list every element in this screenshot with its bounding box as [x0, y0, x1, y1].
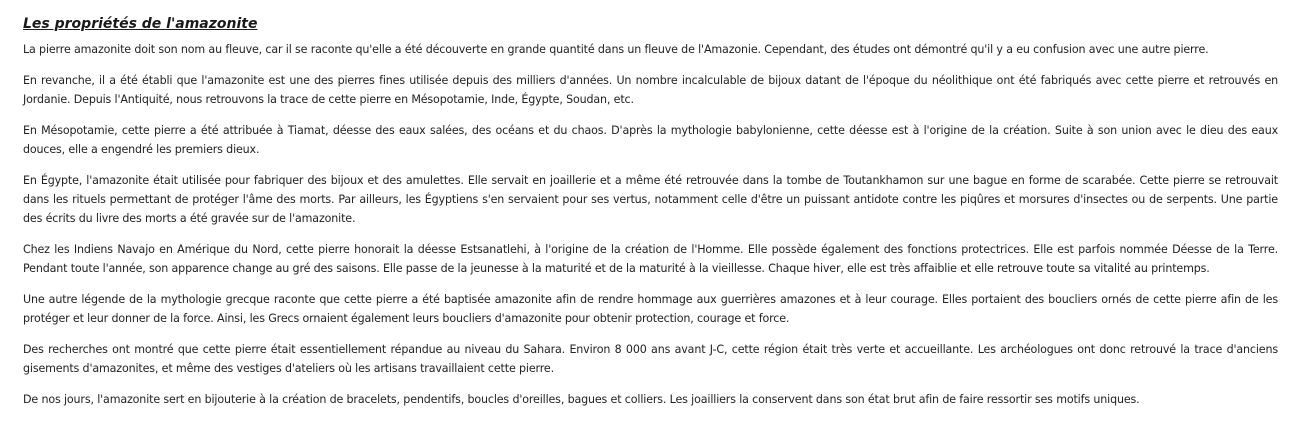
paragraph-name-origin: La pierre amazonite doit son nom au fleuve, car il se raconte qu'elle a été découverte en grande quantité dans un fleuve de l'Amazonie. Cependant, des études ont démontré qu'il y a eu confusion avec une autre pierre.: [23, 43, 1209, 56]
paragraph-greek-legend: Une autre légende de la mythologie grecque raconte que cette pierre a été baptisée amazonite afin de rendre hommage aux guerrières amazones et à leur courage. Elles portaient des boucliers ornés de cette pierre afin de les protéger et leur donner de la force. Ainsi, les Grecs ornaient également leurs boucliers d'amazonite pour obtenir protection, courage et force.: [23, 293, 1278, 325]
paragraph-mesopotamia: En Mésopotamie, cette pierre a été attribuée à Tiamat, déesse des eaux salées, des océans et du chaos. D'après la mythologie babylonienne, cette déesse est à l'origine de la création. Suite à son union avec le dieu des eaux douces, elle a engendré les premiers dieux.: [23, 124, 1278, 156]
article-title: Les propriétés de l'amazonite: [23, 16, 258, 32]
paragraph-history: En revanche, il a été établi que l'amazonite est une des pierres fines utilisée depuis des milliers d'années. Un nombre incalculable de bijoux datant de l'époque du néolithique ont été fabriqués avec cette pierre et retrouvés en Jordanie. Depuis l'Antiquité, nous retrouvons la trace de cette pierre en Mésopotamie, Inde, Égypte, Soudan, etc.: [23, 74, 1278, 106]
paragraph-egypt: En Égypte, l'amazonite était utilisée pour fabriquer des bijoux et des amulettes. Elle servait en joaillerie et a même été retrouvée dans la tombe de Toutankhamon sur une bague en forme de scarabée. Cette pierre se retrouvait dans les rituels permettant de protéger l'âme des morts. Par ailleurs, les Égyptiens s'en servaient pour ses vertus, notamment celle d'être un puissant antidote contre les piqûres et morsures d'insectes ou de serpents. Une partie des écrits du livre des morts a été gravée sur de l'amazonite.: [23, 174, 1278, 225]
paragraph-navajo: Chez les Indiens Navajo en Amérique du Nord, cette pierre honorait la déesse Estsanatlehi, à l'origine de la création de l'Homme. Elle possède également des fonctions protectrices. Elle est parfois nommée Déesse de la Terre. Pendant toute l'année, son apparence change au gré des saisons. Elle passe de la jeunesse à la maturité et de la maturité à la vieillesse. Chaque hiver, elle est très affaiblie et elle retrouve toute sa vitalité au printemps.: [23, 243, 1278, 275]
paragraph-modern-use: De nos jours, l'amazonite sert en bijouterie à la création de bracelets, pendentifs, boucles d'oreilles, bagues et colliers. Les joailliers la conservent dans son état brut afin de faire ressortir ses motifs uniques.: [23, 393, 1140, 406]
paragraph-sahara: Des recherches ont montré que cette pierre était essentiellement répandue au niveau du Sahara. Environ 8 000 ans avant J-C, cette région était très verte et accueillante. Les archéologues ont donc retrouvé la trace d'anciens gisements d'amazonites, et même des vestiges d'ateliers où les artisans travaillaient cette pierre.: [23, 343, 1278, 375]
